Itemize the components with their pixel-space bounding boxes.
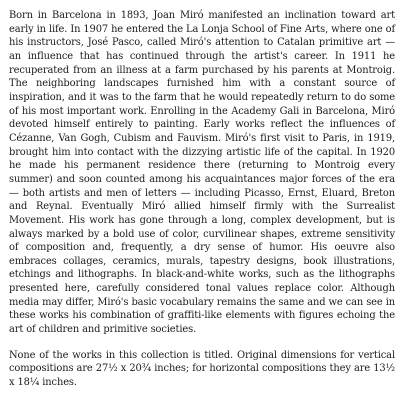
document-page (9, 9, 395, 390)
dimensions-note-paragraph: None of the works in this collection is titled. Original dimensions for vertical compositions are 27½ x 20¾ inches; for horizontal compositions they are 13½ x 18¼ inches. (9, 349, 395, 389)
biography-paragraph: Born in Barcelona in 1893, Joan Miró manifested an inclination toward art early in life. In 1907 he entered the La Lonja School of Fine Arts, where one of his instructors, José Pasco, called Miró's attention to Catalan primitive art — an influence that has continued through the artist's career. In 1911 he recuperated from an illness at a farm purchased by his parents at Montroig. The neighboring landscapes furnished him with a constant source of inspiration, and it was to the farm that he would repeatedly return to do some of his most important work. Enrolling in the Academy Gali in Barcelona, Miró devoted himself entirely to painting. Early works reflect the influences of Cézanne, Van Gogh, Cubism and Fauvism. Miró's first visit to Paris, in 1919, brought him into contact with the dizzying artistic life of the capital. In 1920 he made his permanent residence there (returning to Montroig every summer) and soon counted among his acquaintances major forces of the era — both artists and men of letters — including Picasso, Ernst, Eluard, Breton and Reynal. Eventually Miró allied himself firmly with the Surrealist Movement. His work has gone through a long, complex development, but is always marked by a bold use of color, curvilinear shapes, extreme sensitivity of composition and, frequently, a dry sense of humor. His oeuvre also embraces collages, ceramics, murals, tapestry designs, book illustrations, etchings and lithographs. In black-and-white works, such as the lithographs presented here, carefully considered tonal values replace color. Although media may differ, Miró's basic vocabulary remains the same and we can see in these works his combination of graffiti-like elements with figures echoing the art of children and primitive societies. (9, 10, 395, 336)
